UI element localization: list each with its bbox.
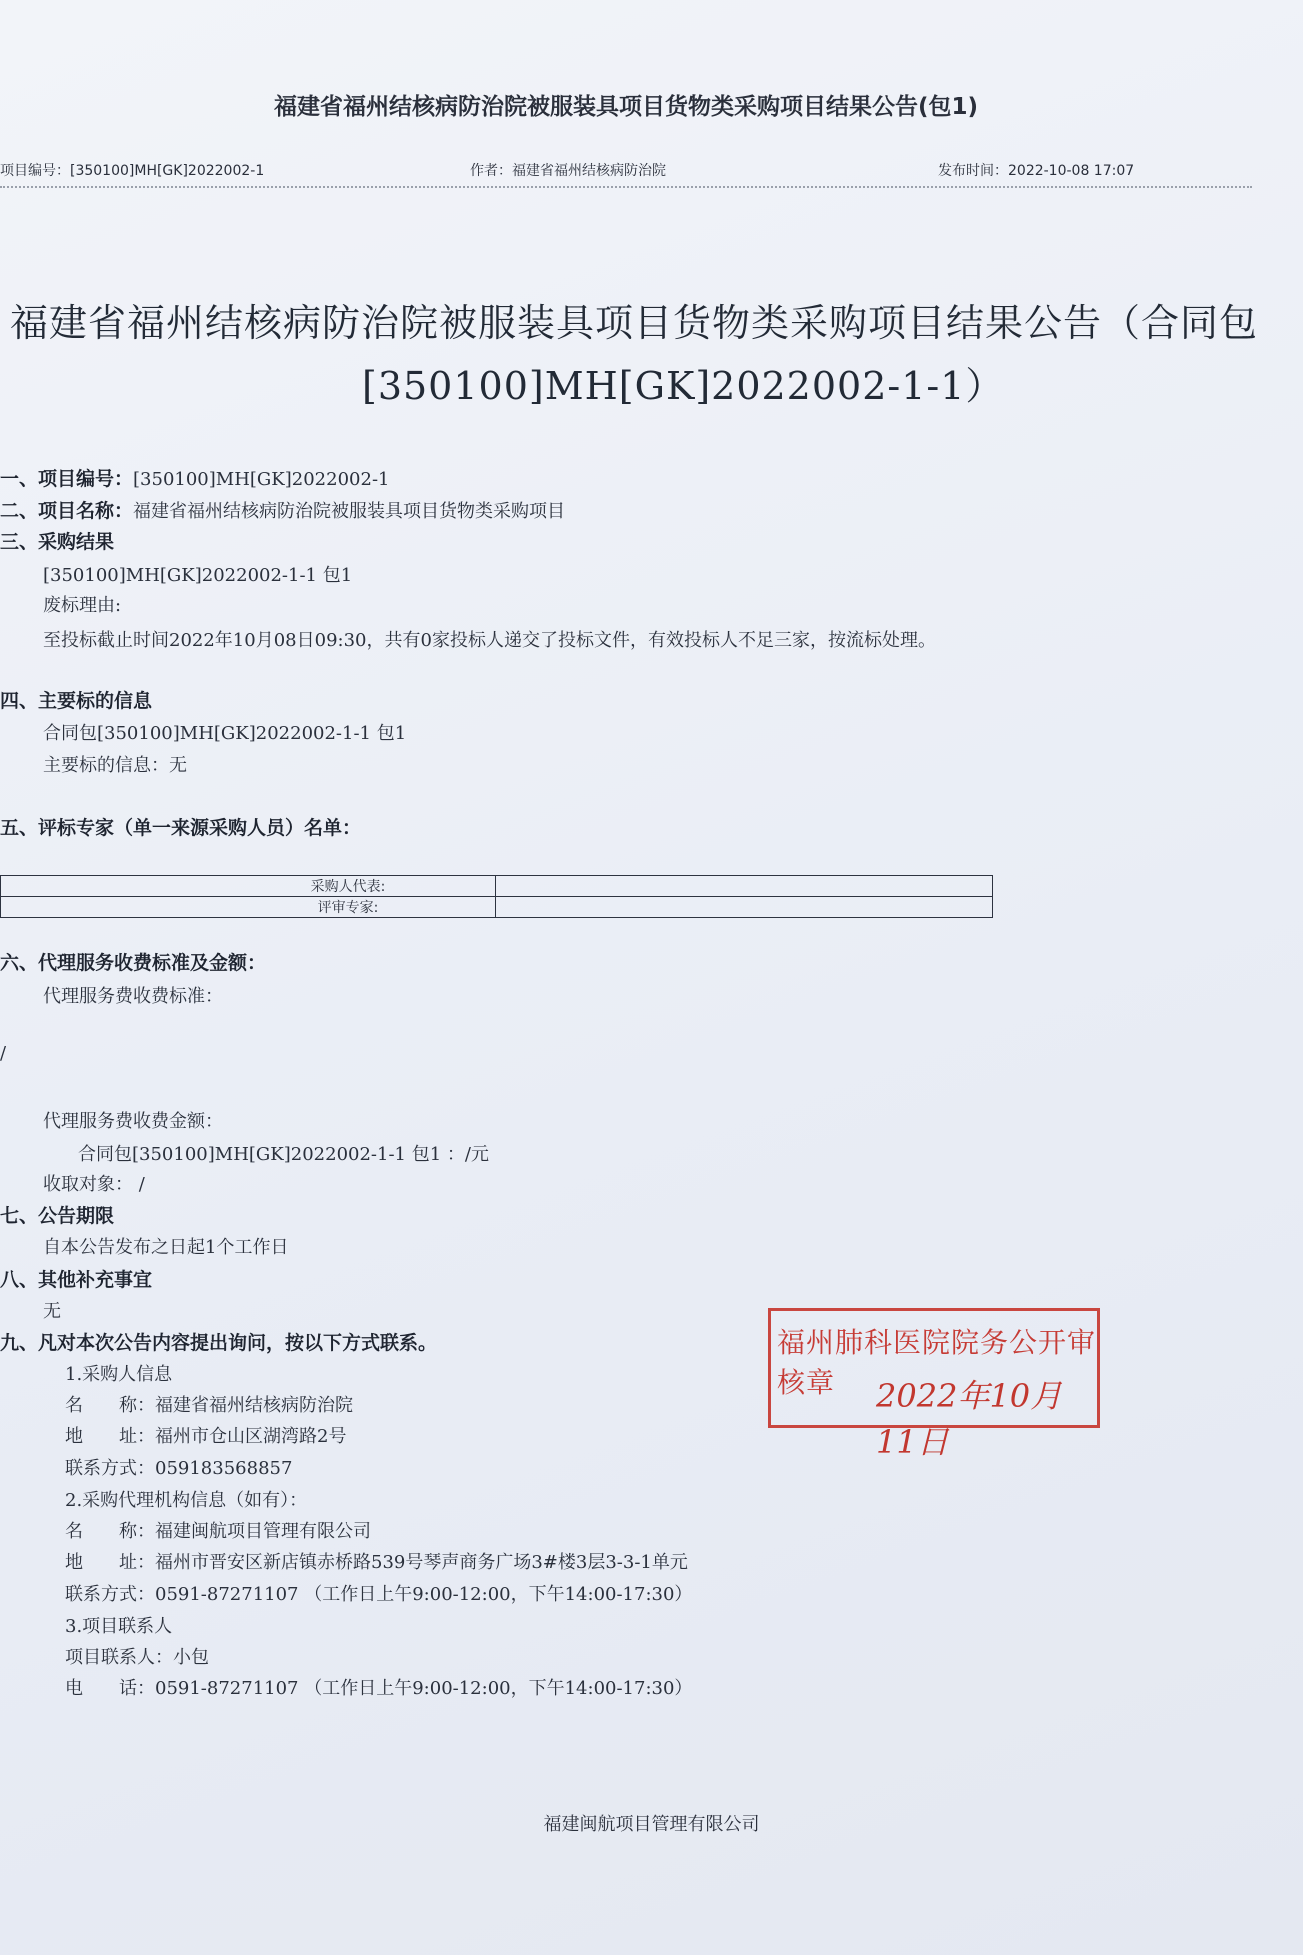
author-value: 福建省福州结核病防治院	[512, 163, 666, 179]
buyer-name: 名 称：福建省福州结核病防治院	[65, 1395, 353, 1416]
expert-value	[496, 897, 993, 918]
header-author	[470, 160, 666, 180]
header-title: 福建省福州结核病防治院被服装具项目货物类采购项目结果公告(包1)	[273, 94, 979, 120]
agency-phone: 联系方式：0591-87271107 （工作日上午9:00-12:00，下午14:00-17:30）	[65, 1584, 693, 1605]
result-package: [350100]MH[GK]2022002-1-1 包1	[43, 565, 353, 586]
agency-address: 地 址：福州市晋安区新店镇赤桥路539号琴声商务广场3#楼3层3-3-1单元	[65, 1552, 688, 1573]
buyer-title: 1.采购人信息	[65, 1364, 173, 1385]
publish-value: 2022-10-08 17:07	[1008, 163, 1135, 179]
project-no-label: 项目编号：	[0, 163, 70, 179]
main-title-line1: 福建省福州结核病防治院被服装具项目货物类采购项目结果公告（合同包	[10, 301, 1259, 345]
section-heading-contact: 九、凡对本次公告内容提出询问，按以下方式联系。	[0, 1332, 438, 1354]
author-label: 作者：	[470, 163, 512, 179]
approval-stamp	[768, 1308, 1100, 1461]
section-heading: 一、项目编号：	[0, 468, 134, 490]
agency-title: 2.采购代理机构信息（如有）：	[65, 1490, 308, 1511]
reason-label: 废标理由:	[43, 595, 122, 616]
section-heading-period: 七、公告期限	[0, 1205, 115, 1227]
buyer-address: 地 址：福州市仓山区湖湾路2号	[65, 1426, 347, 1447]
buyer-phone: 联系方式：059183568857	[65, 1458, 293, 1479]
contact-phone: 电 话：0591-87271107 （工作日上午9:00-12:00，下午14:00-17:30）	[65, 1678, 693, 1699]
experts-table	[0, 875, 993, 918]
main-title-line2: [350100]MH[GK]2022002-1-1）	[362, 364, 1005, 408]
section-heading-fee: 六、代理服务收费标准及金额：	[0, 952, 267, 974]
fee-target: 收取对象： /	[43, 1174, 145, 1195]
section-heading-experts: 五、评标专家（单一来源采购人员）名单：	[0, 817, 362, 839]
section-project-number	[0, 464, 389, 491]
stamp-date: 2022年10月11日	[876, 1377, 1063, 1461]
project-number-value: [350100]MH[GK]2022002-1	[133, 469, 390, 490]
section-project-name	[0, 496, 565, 523]
reason-text: 至投标截止时间2022年10月08日09:30，共有0家投标人递交了投标文件，有效投标人不足三家，按流标处理。	[43, 630, 936, 651]
header-publish-time	[938, 160, 1134, 180]
agency-name: 名 称：福建闽航项目管理有限公司	[65, 1521, 371, 1542]
period-text: 自本公告发布之日起1个工作日	[43, 1237, 289, 1258]
buyer-rep-value	[496, 876, 993, 897]
other-text: 无	[43, 1301, 61, 1322]
header-project-no	[0, 160, 264, 180]
contact-title: 3.项目联系人	[65, 1616, 173, 1637]
section-heading-other: 八、其他补充事宜	[0, 1269, 153, 1291]
publish-label: 发布时间：	[938, 163, 1008, 179]
section-heading-subject: 四、主要标的信息	[0, 690, 153, 712]
section-heading-result: 三、采购结果	[0, 531, 115, 553]
project-name-value: 福建省福州结核病防治院被服装具项目货物类采购项目	[133, 501, 566, 522]
subject-info: 主要标的信息：无	[43, 755, 187, 776]
table-row	[1, 876, 993, 897]
fee-amount: 合同包[350100]MH[GK]2022002-1-1 包1 ：/元	[78, 1144, 489, 1165]
project-no-value: [350100]MH[GK]2022002-1	[70, 163, 265, 179]
section-heading: 二、项目名称：	[0, 500, 134, 522]
fee-standard-label: 代理服务费收费标准：	[43, 986, 223, 1007]
fee-standard-value: /	[0, 1043, 7, 1064]
header-divider	[0, 186, 1252, 188]
expert-label: 评审专家:	[1, 897, 496, 918]
stamp-text: 福州肺科医院院务公开审核章	[777, 1326, 1097, 1399]
fee-amount-label: 代理服务费收费金额：	[43, 1111, 223, 1132]
footer-company: 福建闽航项目管理有限公司	[543, 1814, 760, 1835]
table-row	[1, 897, 993, 918]
subject-package: 合同包[350100]MH[GK]2022002-1-1 包1	[43, 723, 407, 744]
buyer-rep-label: 采购人代表:	[1, 876, 496, 897]
contact-person: 项目联系人：小包	[65, 1647, 209, 1668]
